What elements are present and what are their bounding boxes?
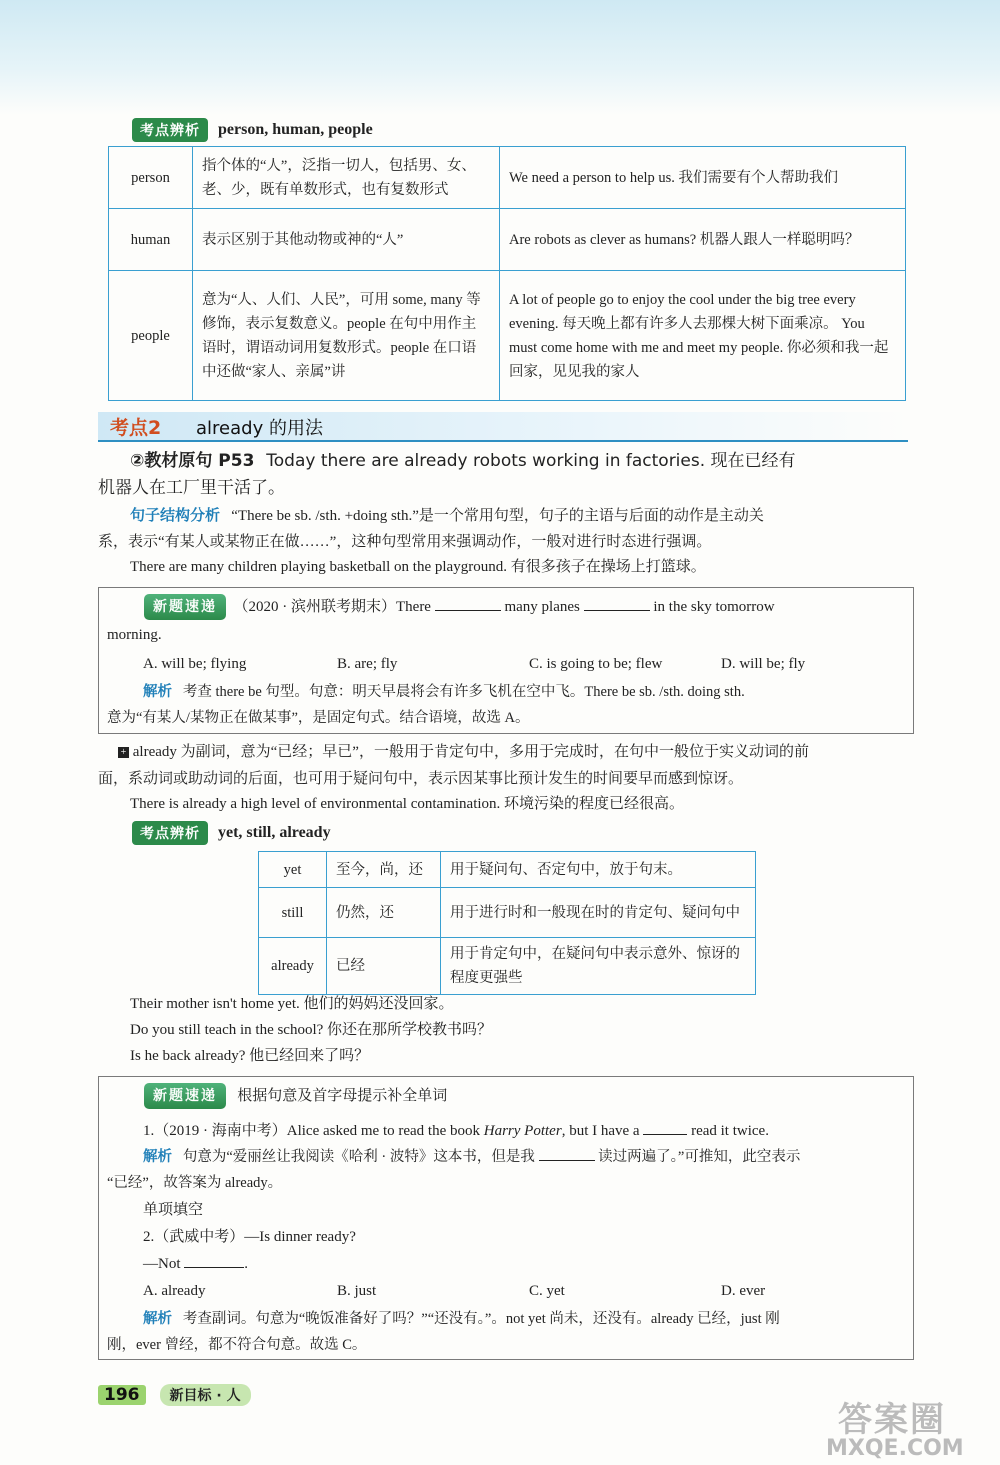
box2-instruction: 根据句意及首字母提示补全单词 [237, 1086, 448, 1104]
original-sentence-line-1 [130, 449, 920, 473]
plus-bullet-icon: + [118, 747, 129, 758]
explanation-text-b: 读过两遍了。”可推知，此空表示 [598, 1149, 801, 1165]
question-2-explanation-line-1 [143, 1307, 913, 1331]
explanation-text: 考查 there be 句型。句意：明天早晨将会有许多飞机在空中飞。There be sb. /sth. doing sth. [182, 684, 745, 700]
comparison-heading-1 [132, 118, 373, 142]
comparison-words: yet, still, already [218, 824, 331, 841]
book-title: Harry Potter [483, 1123, 562, 1139]
explanation-label: 解析 [143, 1149, 172, 1165]
original-sentence-line-2: 机器人在工厂里干活了。 [98, 478, 285, 498]
table-row [259, 938, 756, 995]
example-sentence: Do you still teach in the school? 你还在那所学校教书吗？ [130, 1022, 493, 1038]
option-a: A. already [143, 1283, 206, 1299]
answer-blank[interactable] [584, 610, 650, 611]
question-2-explanation-line-2: 刚，ever 曾经，都不符合句意。故选 C。 [107, 1337, 367, 1353]
explanation-label: 解析 [143, 1311, 172, 1327]
explanation-label: 解析 [143, 684, 172, 700]
person-human-people-table [108, 146, 906, 401]
new-question-box-1 [98, 587, 914, 734]
question-1-explanation-line-2: “已经”，故答案为 already。 [107, 1175, 283, 1191]
meaning-cell: 意为“人、人们、人民”，可用 some, many 等修饰，表示复数意义。people 在句中用作主语时，谓语动词用复数形式。people 在口语中还做“家人、亲属”讲 [193, 271, 500, 401]
analysis-example: There are many children playing basketball on the playground. 有很多孩子在操场上打篮球。 [130, 559, 706, 575]
question-2-end: . [244, 1256, 248, 1272]
question-2-line-2 [143, 1252, 248, 1276]
box1-explanation-line-2: 意为“有某人/某物正在做某事”，是固定句式。结合语境，故选 A。 [107, 710, 530, 726]
box1-question-mid: many planes [504, 599, 580, 615]
comparison-heading-2 [132, 821, 331, 845]
usage-cell: 用于肯定句中，在疑问句中表示意外、惊讶的程度更强些 [441, 938, 756, 995]
original-sentence: Today there are already robots working in factories. 现在已经有 [266, 451, 796, 471]
analysis-line-1 [130, 503, 920, 528]
already-note-example: There is already a high level of environmental contamination. 环境污染的程度已经很高。 [130, 796, 685, 812]
box1-question-line-2: morning. [107, 627, 162, 643]
table-row [259, 852, 756, 888]
example-sentence: Is he back already? 他已经回来了吗？ [130, 1048, 370, 1064]
analysis-text-1: “There be sb. /sth. +doing sth.”是一个常用句型，句子的主语与后面的动作是主动关 [231, 508, 764, 524]
answer-blank [539, 1160, 595, 1161]
box1-explanation-line-1 [143, 680, 913, 704]
top-color-band [0, 0, 1000, 115]
question-1 [143, 1119, 913, 1143]
option-d: D. ever [721, 1283, 766, 1299]
question-2-start: —Not [143, 1256, 181, 1272]
kaodian-2-header [98, 412, 908, 442]
option-c: C. is going to be; flew [529, 656, 663, 672]
question-2-line-1: 2.（武威中考）—Is dinner ready? [143, 1229, 356, 1245]
already-note-line-1 [118, 740, 918, 764]
option-d: D. will be; fly [721, 656, 806, 672]
comparison-tag: 考点辨析 [132, 118, 208, 142]
option-b: B. are; fly [337, 656, 398, 672]
term-cell: person [109, 147, 193, 209]
question-1-explanation-line-1 [143, 1145, 913, 1169]
comparison-tag: 考点辨析 [132, 821, 208, 845]
answer-blank[interactable] [643, 1134, 687, 1135]
already-note-line-2: 面，系动词或助动词的后面，也可用于疑问句中，表示因某事比预计发生的时间要早而感到惊讶。 [98, 771, 744, 787]
original-label: ②教材原句 P53 [130, 451, 255, 471]
new-question-tag: 新题速递 [144, 594, 226, 620]
page-footer [98, 1384, 251, 1406]
question-1-mid: , but I have a [561, 1123, 640, 1139]
table-row [259, 888, 756, 938]
page-number: 196 [98, 1385, 146, 1405]
meaning-cell: 已经 [327, 938, 441, 995]
comparison-words: person, human, people [218, 121, 373, 138]
option-c: C. yet [529, 1283, 565, 1299]
analysis-line-2: 系，表示“有某人或某物正在做……”，这种句型常用来强调动作，一般对进行时态进行强调。 [98, 534, 712, 550]
question-1-end: read it twice. [691, 1123, 769, 1139]
term-cell: already [259, 938, 327, 995]
meaning-cell: 仍然，还 [327, 888, 441, 938]
answer-blank[interactable] [435, 610, 501, 611]
kaodian-title: already 的用法 [196, 418, 323, 439]
meaning-cell: 至今，尚，还 [327, 852, 441, 888]
term-cell: still [259, 888, 327, 938]
term-cell: human [109, 209, 193, 271]
section-title: 单项填空 [143, 1200, 204, 1218]
term-cell: people [109, 271, 193, 401]
new-question-tag: 新题速递 [144, 1083, 226, 1109]
question-1-start: 1.（2019 · 海南中考）Alice asked me to read the book [143, 1123, 484, 1139]
example-sentence: Their mother isn't home yet. 他们的妈妈还没回家。 [130, 996, 454, 1012]
meaning-cell: 指个体的“人”，泛指一切人，包括男、女、老、少，既有单数形式，也有复数形式 [193, 147, 500, 209]
new-question-box-2 [98, 1076, 914, 1360]
already-note-text: already 为副词，意为“已经；早已”，一般用于肯定句中，多用于完成时，在句中一般位于实义动词的前 [132, 744, 809, 760]
explanation-text-a: 句意为“爱丽丝让我阅读《哈利 · 波特》这本书，但是我 [182, 1149, 535, 1165]
box1-question-line [144, 594, 909, 620]
meaning-cell: 表示区别于其他动物或神的“人” [193, 209, 500, 271]
explanation-text: 考查副词。句意为“晚饭准备好了吗？”“还没有。”。not yet 尚未，还没有。already 已经，just 刚 [182, 1311, 780, 1327]
example-cell: We need a person to help us. 我们需要有个人帮助我们 [500, 147, 906, 209]
example-cell: Are robots as clever as humans? 机器人跟人一样聪明吗？ [500, 209, 906, 271]
table-row [109, 271, 906, 401]
option-b: B. just [337, 1283, 377, 1299]
answer-blank[interactable] [184, 1267, 244, 1268]
usage-cell: 用于进行时和一般现在时的肯定句、疑问句中 [441, 888, 756, 938]
term-cell: yet [259, 852, 327, 888]
box1-question-end: in the sky tomorrow [653, 599, 775, 615]
book-title-label: 新目标 · 人 [160, 1384, 251, 1406]
yet-still-already-table [258, 851, 756, 995]
usage-cell: 用于疑问句、否定句中，放于句末。 [441, 852, 756, 888]
table-row [109, 147, 906, 209]
kaodian-number: 考点2 [110, 417, 162, 439]
table-row [109, 209, 906, 271]
analysis-label: 句子结构分析 [130, 506, 221, 524]
box2-instruction-line [144, 1083, 447, 1109]
box1-question-start: （2020 · 滨州联考期末）There [233, 599, 431, 615]
example-cell: A lot of people go to enjoy the cool under the big tree every evening. 每天晚上都有许多人去那棵大树下面乘凉。 You must come home with me and meet my people. 你必须和我一起回家，见见我的家人 [500, 271, 906, 401]
option-a: A. will be; flying [143, 656, 247, 672]
watermark-logo: 答案圈 [838, 1400, 946, 1440]
watermark-url: MXQE.COM [826, 1436, 964, 1461]
